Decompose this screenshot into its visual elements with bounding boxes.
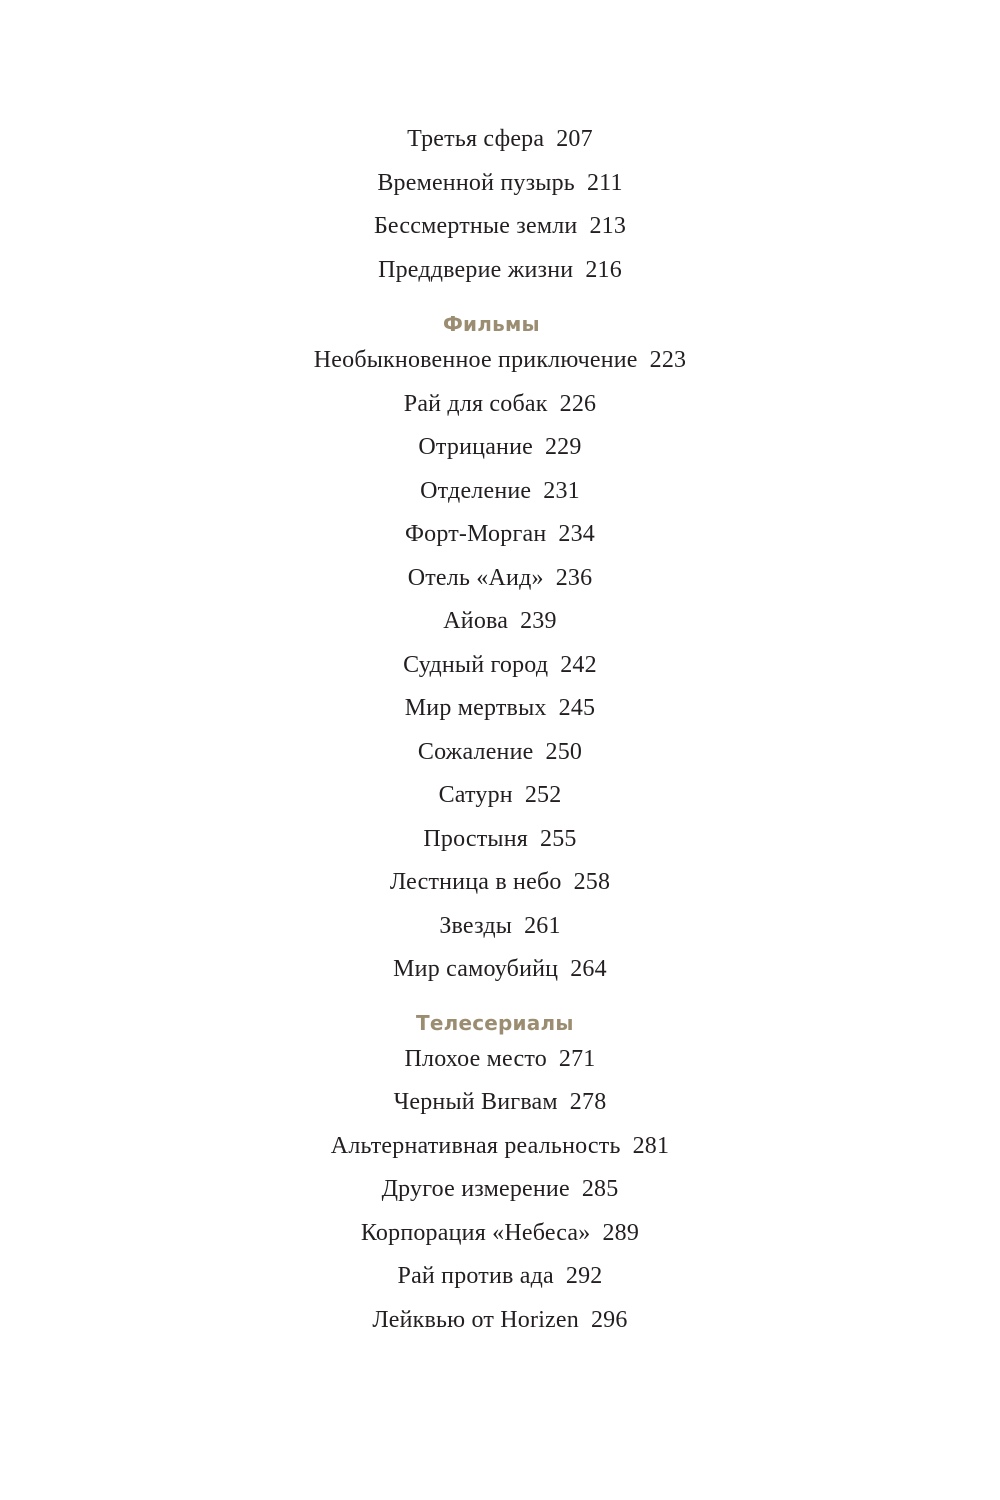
toc-entry (0, 249, 1000, 293)
entry-title: Сатурн (438, 782, 513, 808)
entry-page: 234 (558, 521, 596, 547)
section-heading-tv-series: Телесериалы (416, 1010, 574, 1035)
entry-title: Необыкновенное приключение (313, 347, 638, 373)
top-entries-list (0, 118, 1000, 292)
toc-entry (0, 339, 1000, 383)
entry-page: 213 (589, 213, 627, 239)
entry-title: Отель «Аид» (407, 564, 544, 591)
toc-entry (0, 118, 1000, 162)
entry-title: Бессмертные земли (373, 213, 578, 239)
entry-title: Сожаление (417, 738, 534, 765)
entry-page: 216 (585, 256, 622, 283)
entry-title: Мир мертвых (404, 695, 547, 721)
toc-entry (0, 470, 1000, 514)
entry-title: Отделение (420, 477, 532, 504)
toc-entry (0, 1081, 1000, 1125)
entry-page: 285 (581, 1176, 619, 1202)
entry-title: Черный Вигвам (393, 1089, 558, 1115)
toc-entry (0, 513, 1000, 557)
entry-page: 231 (543, 477, 580, 504)
toc-entry (0, 818, 1000, 862)
toc-entry (0, 644, 1000, 688)
entry-title: Отрицание (418, 434, 533, 460)
toc-entry (0, 557, 1000, 601)
entry-title: Плохое место (404, 1045, 547, 1072)
entry-page: 242 (560, 651, 597, 678)
entry-title: Лейквью от Horizen (372, 1306, 579, 1333)
entry-title: Мир самоубийц (393, 956, 559, 982)
toc-entry (0, 774, 1000, 818)
entry-page: 289 (602, 1219, 640, 1246)
entry-page: 296 (590, 1306, 628, 1333)
tv-series-entries-list (0, 1038, 1000, 1343)
entry-title: Корпорация «Небеса» (360, 1219, 591, 1246)
entry-page: 245 (558, 695, 596, 721)
toc-entry (0, 1255, 1000, 1299)
toc-entry (0, 205, 1000, 249)
toc-entry (0, 1299, 1000, 1343)
entry-title: Айова (443, 608, 509, 634)
entry-title: Судный город (403, 651, 549, 678)
entry-title: Временной пузырь (377, 169, 575, 196)
entry-page: 250 (545, 738, 583, 765)
entry-page: 223 (649, 347, 687, 373)
entry-page: 264 (570, 956, 607, 982)
entry-page: 226 (559, 390, 597, 417)
entry-page: 236 (555, 564, 593, 591)
entry-title: Рай против ада (397, 1263, 554, 1289)
entry-title: Лестница в небо (389, 869, 562, 895)
entry-page: 229 (544, 434, 582, 460)
entry-title: Преддверие жизни (378, 256, 574, 283)
entry-page: 252 (524, 782, 562, 808)
entry-title: Третья сфера (407, 126, 545, 152)
entry-page: 207 (556, 126, 593, 152)
entry-page: 261 (524, 912, 561, 939)
entry-title: Форт-Морган (404, 521, 547, 547)
entry-title: Альтернативная реальность (330, 1132, 621, 1159)
toc-entry (0, 1038, 1000, 1082)
toc-entry (0, 1212, 1000, 1256)
entry-title: Простыня (423, 825, 529, 852)
entry-page: 258 (573, 869, 611, 895)
entry-page: 255 (540, 825, 577, 852)
toc-entry (0, 426, 1000, 470)
section-heading-films: Фильмы (443, 312, 540, 336)
entry-page: 292 (565, 1263, 603, 1289)
toc-entry (0, 383, 1000, 427)
entry-page: 281 (632, 1132, 670, 1159)
films-entries-list (0, 339, 1000, 992)
entry-title: Другое измерение (381, 1176, 570, 1202)
toc-entry (0, 861, 1000, 905)
entry-title: Звезды (439, 912, 513, 939)
entry-page: 211 (586, 169, 623, 196)
toc-entry (0, 600, 1000, 644)
toc-entry (0, 1125, 1000, 1169)
entry-page: 239 (520, 608, 557, 634)
toc-entry (0, 731, 1000, 775)
toc-entry (0, 948, 1000, 992)
entry-page: 278 (569, 1089, 607, 1115)
entry-page: 271 (558, 1045, 596, 1072)
toc-entry (0, 1168, 1000, 1212)
toc-entry (0, 905, 1000, 949)
table-of-contents (0, 118, 1000, 1342)
entry-title: Рай для собак (403, 390, 548, 417)
toc-entry (0, 162, 1000, 206)
toc-entry (0, 687, 1000, 731)
